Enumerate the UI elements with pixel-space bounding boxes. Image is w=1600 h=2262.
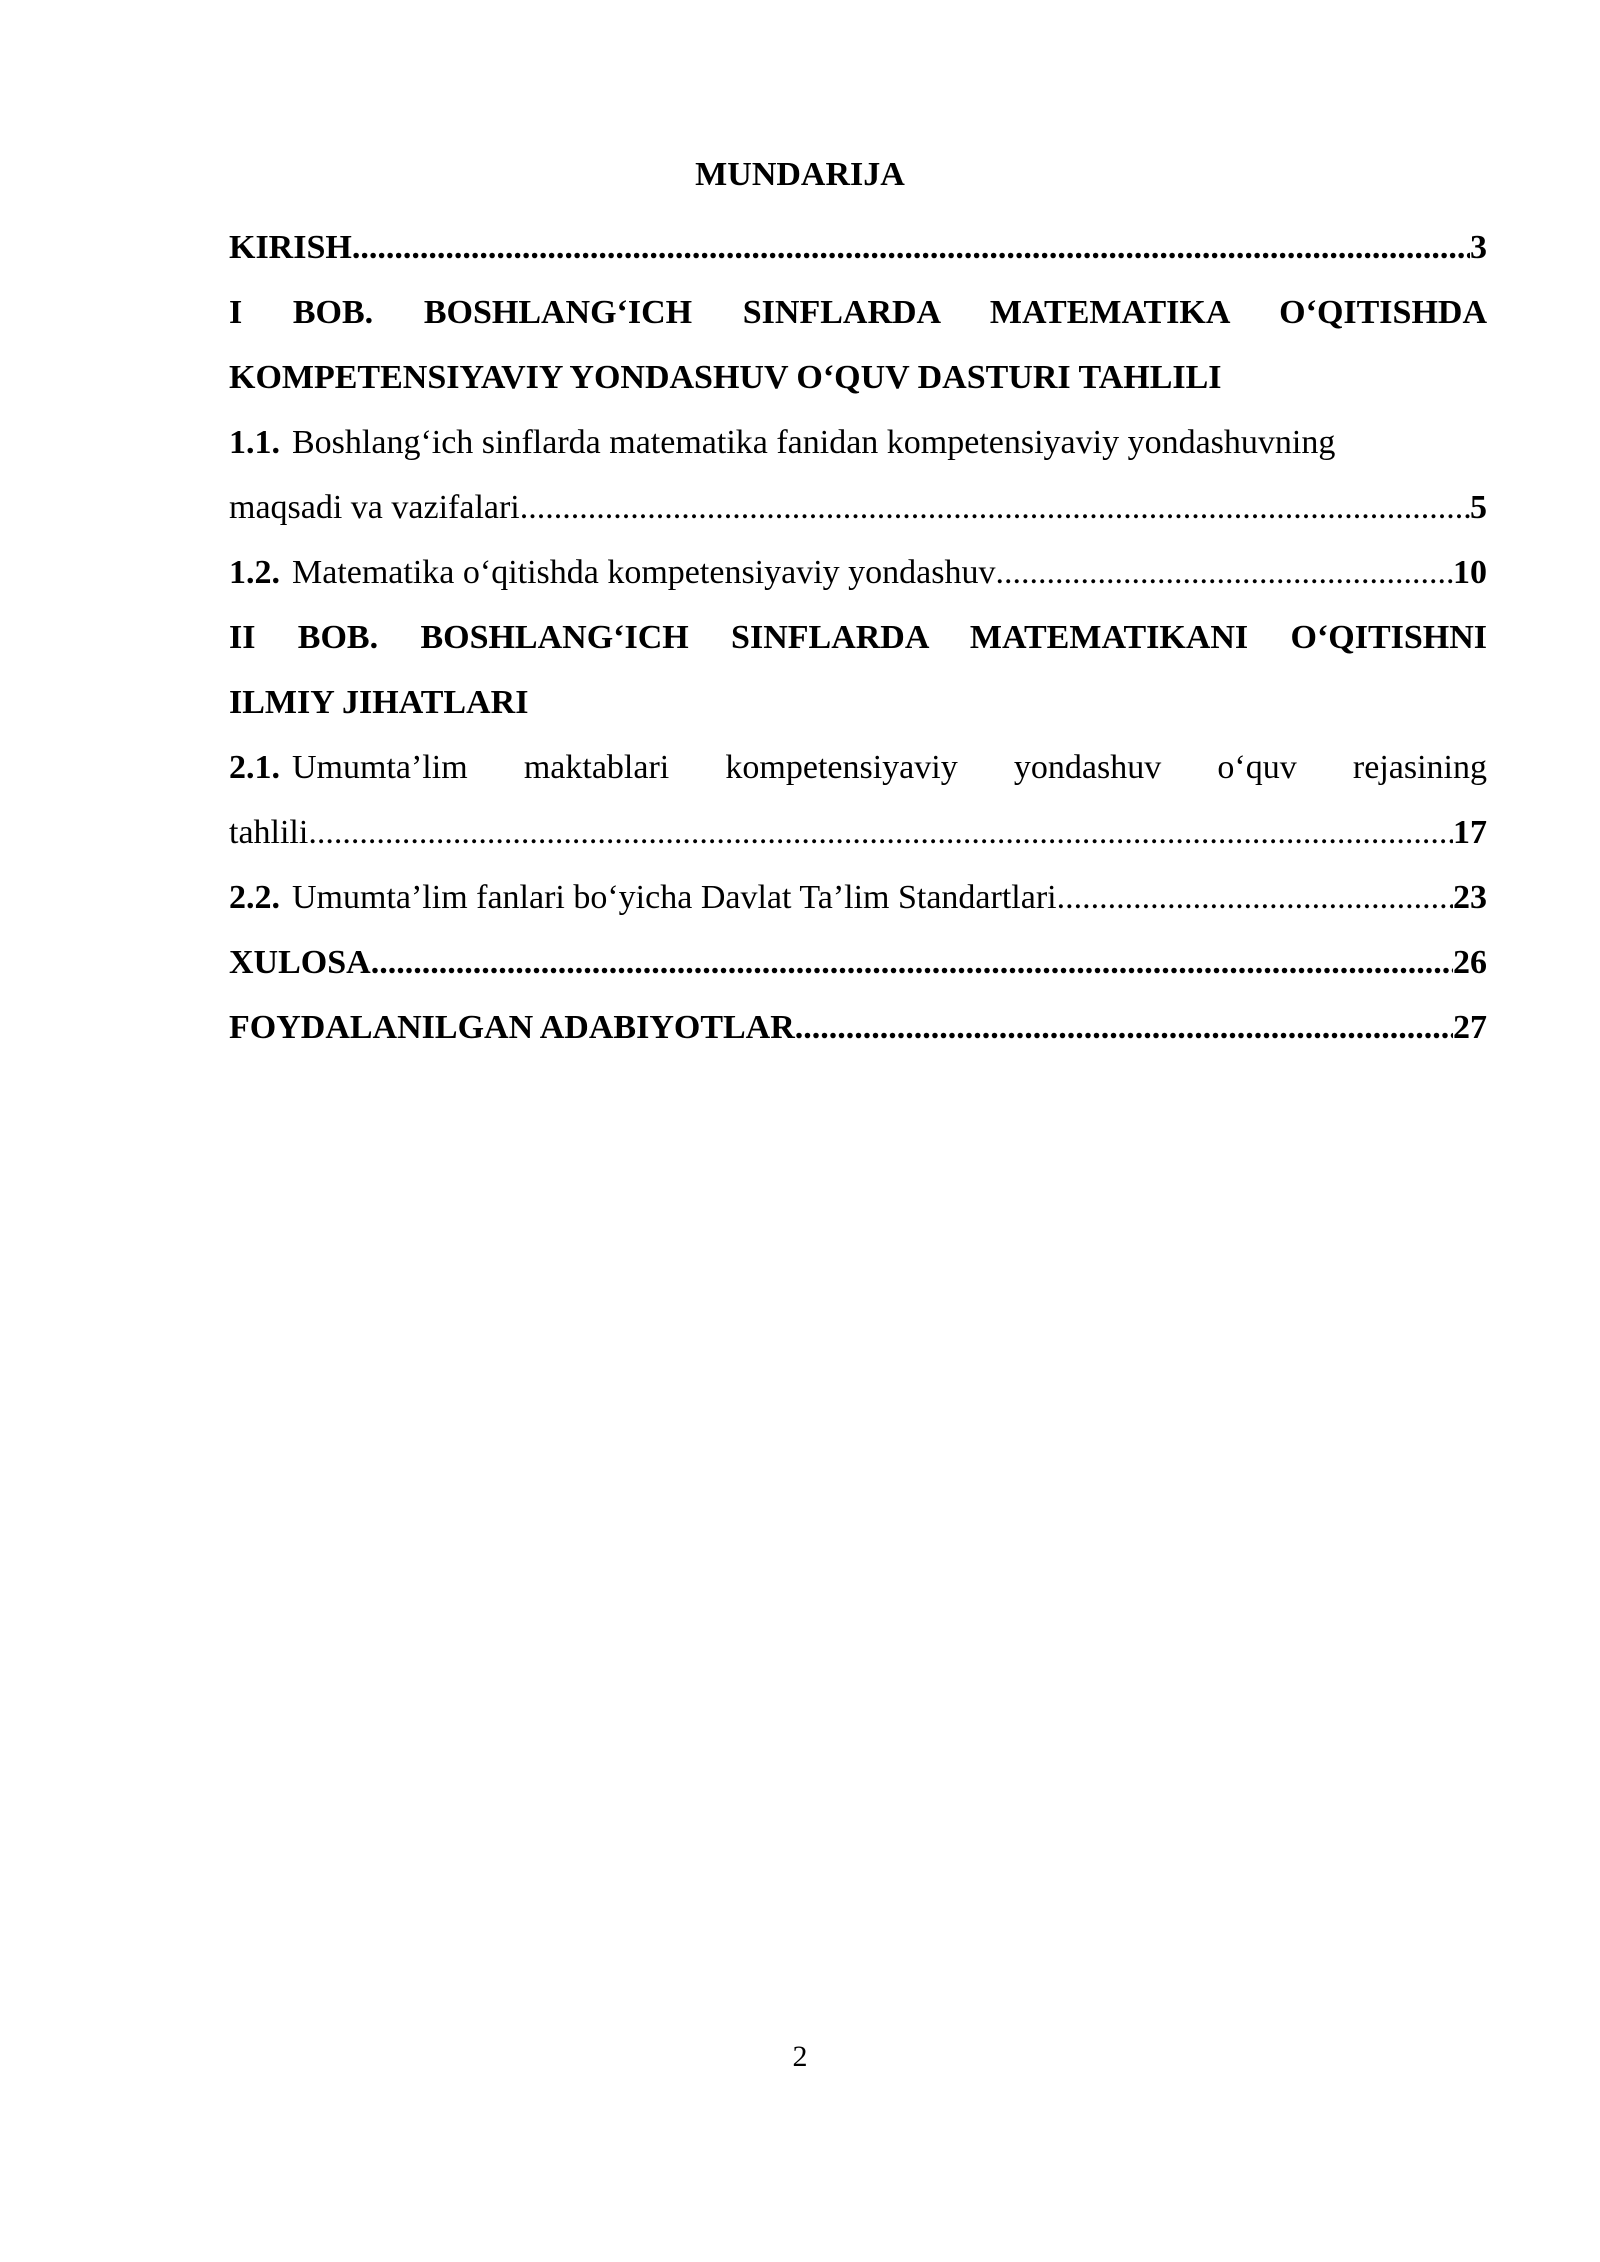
toc-entry-references[interactable] xyxy=(229,995,1487,1060)
toc-entry-label: Boshlang‘ich sinflarda matematika fanidan kompetensiyaviy yondashuvning xyxy=(292,424,1336,461)
toc-title: MUNDARIJA xyxy=(695,156,905,193)
toc-entry-1-2[interactable] xyxy=(229,540,1487,605)
toc-entry-label: Umumta’lim fanlari bo‘yicha Davlat Ta’lim Standartlari xyxy=(292,879,1057,916)
toc-entry-2-2[interactable] xyxy=(229,865,1487,930)
toc-entry-2-1-line-1[interactable] xyxy=(229,735,1487,800)
toc-entry-label: FOYDALANILGAN ADABIYOTLAR xyxy=(229,1009,795,1046)
dot-leader xyxy=(1057,865,1453,930)
toc-entry-xulosa[interactable] xyxy=(229,930,1487,995)
toc-chapter-1-line-1[interactable] xyxy=(229,280,1487,345)
dot-leader xyxy=(371,930,1453,995)
toc-entry-kirish[interactable] xyxy=(229,215,1487,280)
toc-page-number: 26 xyxy=(1453,944,1487,981)
toc-entry-label: KIRISH xyxy=(229,229,352,266)
dot-leader xyxy=(995,540,1453,605)
dot-leader xyxy=(352,215,1470,280)
toc-entry-2-1-line-2[interactable] xyxy=(229,800,1487,865)
toc-chapter-2-line-2[interactable] xyxy=(229,670,1487,735)
toc-page-number: 5 xyxy=(1470,489,1487,526)
page-number: 2 xyxy=(792,2040,808,2073)
toc-entry-label: maqsadi va vazifalari xyxy=(229,489,520,526)
toc-chapter-2-line-1[interactable] xyxy=(229,605,1487,670)
toc-page-number: 23 xyxy=(1453,879,1487,916)
toc-chapter-label: KOMPETENSIYAVIY YONDASHUV O‘QUV DASTURI TAHLILI xyxy=(229,359,1222,396)
dot-leader xyxy=(308,800,1453,865)
toc-page-number: 27 xyxy=(1453,1009,1487,1046)
toc-section-number: 1.1. xyxy=(229,424,280,461)
toc-section-number: 2.1. xyxy=(229,749,280,786)
dot-leader xyxy=(520,475,1470,540)
toc-page-number: 10 xyxy=(1453,554,1487,591)
toc-chapter-label: II BOB. BOSHLANG‘ICH SINFLARDA MATEMATIKANI O‘QITISHNI xyxy=(229,619,1487,656)
toc-chapter-1-line-2[interactable] xyxy=(229,345,1487,410)
toc-entry-label: Umumta’lim maktablari kompetensiyaviy yondashuv o‘quv rejasining xyxy=(292,749,1487,786)
toc-page-number: 3 xyxy=(1470,229,1487,266)
toc-section-number: 2.2. xyxy=(229,879,280,916)
dot-leader xyxy=(795,995,1453,1060)
toc-entry-1-1-line-2[interactable] xyxy=(229,475,1487,540)
toc-entry-label: Matematika o‘qitishda kompetensiyaviy yondashuv xyxy=(292,554,996,591)
toc-chapter-label: I BOB. BOSHLANG‘ICH SINFLARDA MATEMATIKA O‘QITISHDA xyxy=(229,294,1487,331)
toc-entry-1-1-line-1[interactable] xyxy=(229,410,1487,475)
table-of-contents xyxy=(229,215,1487,1060)
toc-chapter-label: ILMIY JIHATLARI xyxy=(229,684,529,721)
toc-page-number: 17 xyxy=(1453,814,1487,851)
toc-section-number: 1.2. xyxy=(229,554,280,591)
toc-entry-label: tahlili xyxy=(229,814,309,851)
toc-entry-label: XULOSA xyxy=(229,944,371,981)
